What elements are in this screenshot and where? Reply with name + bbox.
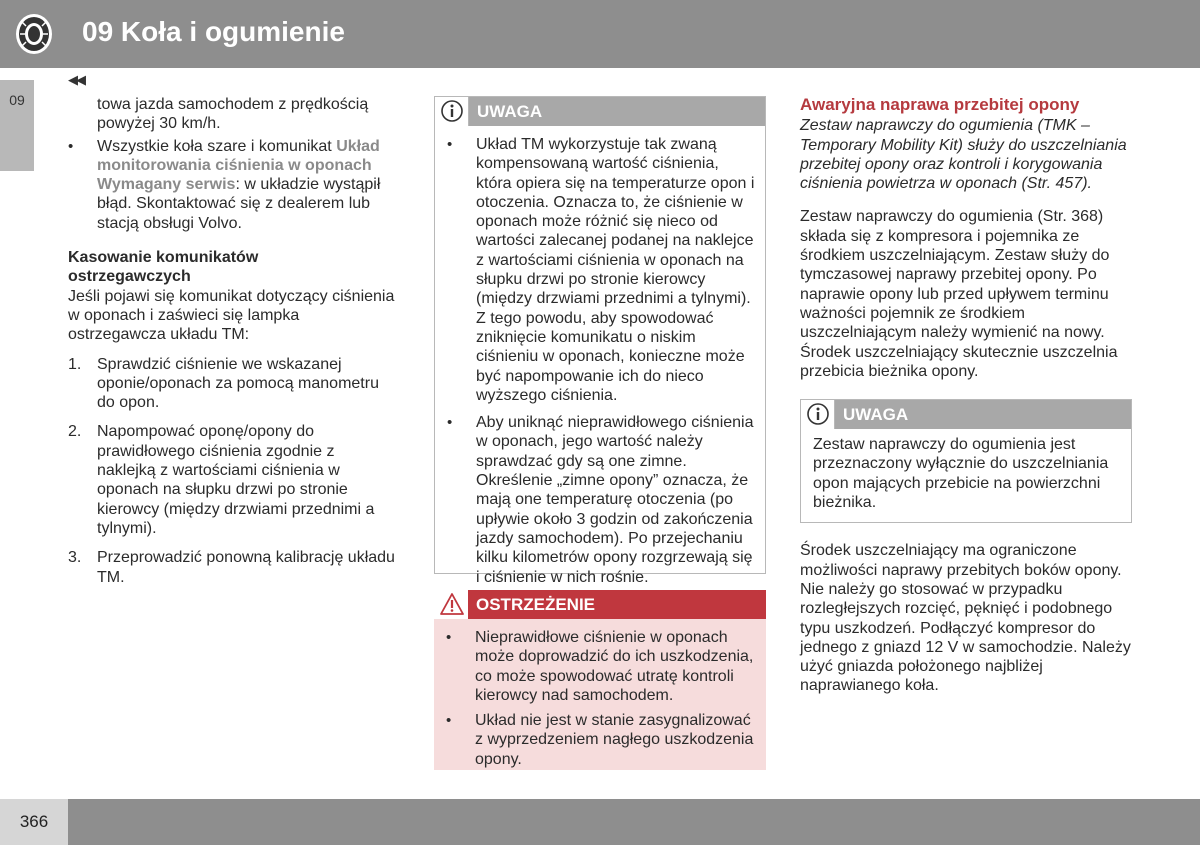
- info-icon: [807, 403, 829, 425]
- info-icon: [441, 100, 463, 122]
- section-paragraph: Zestaw naprawczy do ogumienia (Str. 368) składa się z kompresora i pojemnika ze środkiem uszczelniającym. Zestaw służy do tymczasowej naprawy przebitej opony. Po naprawie opony lub przed upływem terminu ważności pojemnik ze środkiem uszczelniającym należy wymienić na nowy. Środek uszczelniający skutecznie uszczelnia przebicia bieżnika opony.: [800, 208, 1118, 380]
- section-heading: Awaryjna naprawa przebitej opony: [800, 95, 1080, 114]
- subsection-heading: Kasowanie komunikatów ostrzegawczych: [68, 249, 259, 286]
- page-footer: [0, 799, 1200, 845]
- step-number: 3.: [68, 549, 82, 567]
- step-text: Sprawdzić ciśnienie we wskazanej oponie/oponach za pomocą manometru do opon.: [97, 355, 379, 412]
- warning-box: [434, 590, 766, 770]
- warning-box-header: [434, 590, 766, 619]
- chapter-title: 09 Koła i ogumienie: [82, 16, 345, 47]
- note-box: [434, 96, 766, 586]
- section-intro-italic: Zestaw naprawczy do ogumienia (TMK – Temporary Mobility Kit) służy do uszczelniania przebitej opony oraz kontroli i korygowania ciśnienia powietrza w oponach (Str. 457).: [800, 117, 1127, 193]
- list-item: [68, 422, 396, 538]
- chapter-header: [0, 0, 1200, 68]
- step-number: 2.: [68, 423, 82, 441]
- bullet-text-start: Wszystkie koła szare i komunikat: [97, 137, 337, 155]
- chapter-side-tab[interactable]: 09: [0, 80, 34, 171]
- intro-text: towa jazda samochodem z prędkością powyżej 30 km/h.: [97, 96, 369, 133]
- note-title: UWAGA: [843, 405, 909, 425]
- list-item: • Układ TM wykorzystuje tak zwaną kompensowaną wartość ciśnienia, która opiera się na temperaturze opon i otoczenia. Oznacza to, że ciśnienie w oponach może różnić się nieco od wartości zalecanej podanej na naklejce z wartościami ciśnienia w oponach na słupku drzwi po stronie kierowcy (między drzwiami przednimi a tylnymi). Z tego powodu, aby spowodować zniknięcie komunikatu o niskim ciśnieniu w oponach, konieczne może być napompowanie ich do nieco wyższego ciśnienia.: [447, 135, 755, 405]
- list-item: • Nieprawidłowe ciśnienie w oponach może doprowadzić do ich uszkodzenia, co może spowodować utratę kontroli kierowcy nad samochodem.: [446, 628, 754, 705]
- warning-title: OSTRZEŻENIE: [476, 595, 596, 614]
- subsection-paragraph: Jeśli pojawi się komunikat dotyczący ciśnienia w oponach i zaświeci się lampka ostrzegawcza układu TM:: [68, 287, 395, 344]
- page-number: 366: [0, 799, 68, 845]
- note-box-body: Zestaw naprawczy do ogumienia jest przeznaczony wyłącznie do uszczelniania opon mających przebicie na powierzchni bieżnika.: [813, 436, 1109, 512]
- warning-triangle-icon: [440, 593, 464, 615]
- section-paragraph: Środek uszczelniający ma ograniczone możliwości naprawy przebitych boków opony. Nie należy go stosować w przypadku rozległejszych rozcięć, pęknięć i podobnego typu uszkodzeń. Podłączyć kompresor do jednego z gniazd 12 V w samochodzie. Należy użyć gniazda położonego najbliżej naprawianego koła.: [800, 542, 1131, 695]
- bullet-text-end: : w układzie wystąpił błąd. Skontaktować się z dealerem lub stacją obsługi Volvo.: [97, 176, 381, 232]
- note-box-body: [435, 126, 765, 597]
- tire-icon: [14, 12, 54, 56]
- note-box-header: [801, 400, 1131, 429]
- column-right: [800, 95, 1132, 696]
- dashboard-message-highlight: Układ monitorowania ciśnienia w oponach Wymagany serwis: [97, 137, 380, 194]
- list-item: [68, 355, 396, 413]
- note-title: UWAGA: [477, 102, 543, 121]
- step-text: Napompować oponę/opony do prawidłowego ciśnienia zgodnie z naklejką z wartościami ciśnienia w oponach na słupku drzwi po stronie kierowcy (między drzwiami przednimi a tylnymi).: [97, 423, 375, 537]
- step-number: 1.: [68, 355, 82, 373]
- warning-box-body: [434, 619, 766, 779]
- double-chevron-left-icon[interactable]: ◀◀: [68, 72, 84, 87]
- note-box: [800, 399, 1132, 523]
- note-box-header: [435, 97, 765, 126]
- list-item: [68, 548, 396, 587]
- list-item: • Układ nie jest w stanie zasygnalizować z wyprzedzeniem nagłego uszkodzenia opony.: [446, 711, 754, 769]
- list-item: [68, 137, 396, 233]
- column-left: [68, 95, 396, 587]
- chapter-badge: [0, 0, 68, 68]
- step-text: Przeprowadzić ponowną kalibrację układu TM.: [97, 549, 395, 586]
- list-item: • Aby uniknąć nieprawidłowego ciśnienia w oponach, jego wartość należy sprawdzać gdy są one zimne. Określenie „zimne opony” oznacza, że mają one temperaturę otoczenia (po upływie około 3 godzin od zakończenia jazdy samochodem). Po przejechaniu kilku kilometrów opony rozgrzewają się i ciśnienie w nich rośnie.: [447, 413, 755, 587]
